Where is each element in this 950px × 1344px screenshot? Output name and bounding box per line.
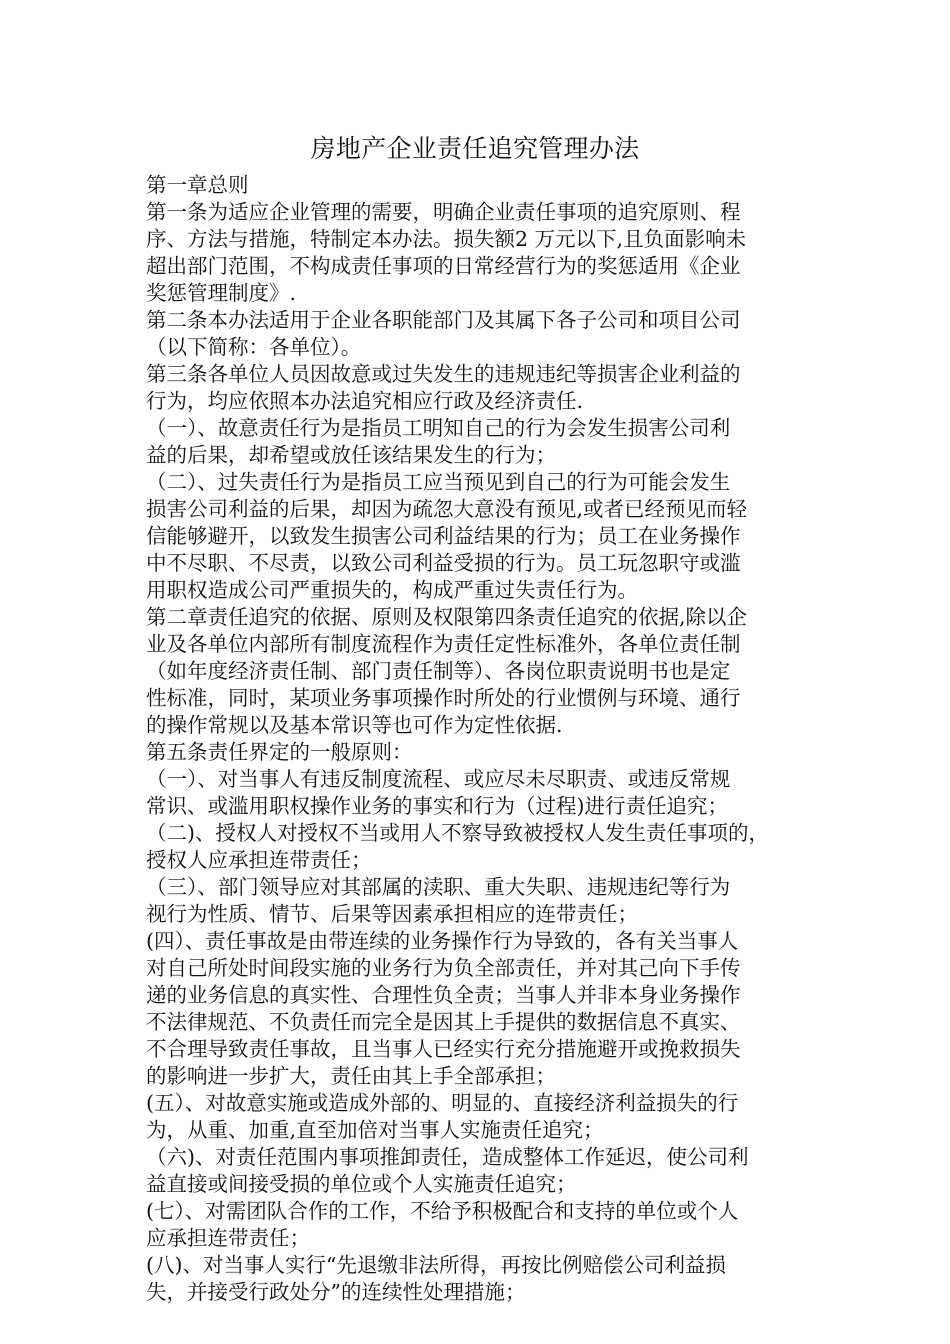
- document-text-line: 超出部门范围，不构成责任事项的日常经营行为的奖惩适用《企业: [146, 254, 741, 278]
- document-text-line: 信能够避开，以致发生损害公司利益结果的行为；员工在业务操作: [146, 524, 741, 548]
- document-text-line: (七）、对需团队合作的工作，不给予积极配合和支持的单位或个人: [146, 1199, 739, 1223]
- document-text-line: （六)、对责任范围内事项推卸责任，造成整体工作延迟，使公司利: [146, 1145, 749, 1169]
- document-text-line: （如年度经济责任制、部门责任制等）、各岗位职责说明书也是定: [146, 659, 731, 683]
- document-text-line: 应承担连带责任；: [146, 1226, 310, 1250]
- document-text-line: 不法律规范、不负责任而完全是因其上手提供的数据信息不真实、: [146, 1010, 741, 1034]
- document-text-line: 授权人应承担连带责任；: [146, 848, 372, 872]
- document-text-line: 第一条为适应企业管理的需要，明确企业责任事项的追究原则、程: [146, 200, 741, 224]
- document-text-line: 奖惩管理制度》.: [146, 281, 297, 305]
- document-body: [146, 172, 826, 1306]
- document-text-line: （一）、故意责任行为是指员工明知自己的行为会发生损害公司利: [146, 416, 731, 440]
- document-text-line: 常识、或滥用职权操作业务的事实和行为（过程)进行责任追究；: [146, 794, 728, 818]
- document-text-line: 益直接或间接受损的单位或个人实施责任追究；: [146, 1172, 577, 1196]
- document-text-line: （二)、授权人对授权不当或用人不察导致被授权人发生责任事项的，: [146, 821, 769, 845]
- document-text-line: (八)、对当事人实行“先退缴非法所得，再按比例赔偿公司利益损: [146, 1253, 726, 1277]
- document-text-line: 的操作常规以及基本常识等也可作为定性依据.: [146, 713, 563, 737]
- document-text-line: 损害公司利益的后果，却因为疏忽大意没有预见,或者已经预见而轻: [146, 497, 748, 521]
- document-text-line: 的影响进一步扩大，责任由其上手全部承担；: [146, 1064, 556, 1088]
- document-text-line: (五）、对故意实施或造成外部的、明显的、直接经济利益损失的行: [146, 1091, 739, 1115]
- document-text-line: 失，并接受行政处分”的连续性处理措施；: [146, 1280, 526, 1304]
- document-text-line: 用职权造成公司严重损失的，构成严重过失责任行为。: [146, 578, 638, 602]
- document-text-line: 第三条各单位人员因故意或过失发生的违规违纪等损害企业利益的: [146, 362, 741, 386]
- document-text-line: 递的业务信息的真实性、合理性负全责；当事人并非本身业务操作: [146, 983, 741, 1007]
- document-title: 房地产企业责任追究管理办法: [310, 134, 640, 163]
- document-text-line: 行为，均应依照本办法追究相应行政及经济责任.: [146, 389, 584, 413]
- document-text-line: （以下简称：各单位）。: [146, 335, 362, 359]
- document-text-line: 为，从重、加重,直至加倍对当事人实施责任追究；: [146, 1118, 604, 1142]
- document-text-line: (四）、责任事故是由带连续的业务操作行为导致的，各有关当事人: [146, 929, 739, 953]
- document-text-line: 益的后果，却希望或放任该结果发生的行为；: [146, 443, 556, 467]
- document-text-line: 对自己所处时间段实施的业务行为负全部责任，并对其己向下手传: [146, 956, 741, 980]
- document-text-line: 不合理导致责任事故，且当事人已经实行充分措施避开或挽救损失: [146, 1037, 741, 1061]
- document-text-line: 性标准，同时，某项业务事项操作时所处的行业惯例与环境、通行: [146, 686, 741, 710]
- document-text-line: 第五条责任界定的一般原则：: [146, 740, 413, 764]
- document-text-line: 序、方法与措施，特制定本办法。损失额2 万元以下,且负面影响未: [146, 227, 747, 251]
- document-text-line: 业及各单位内部所有制度流程作为责任定性标准外，各单位责任制: [146, 632, 741, 656]
- document-text-line: （三）、部门领导应对其部属的渎职、重大失职、违规违纪等行为: [146, 875, 731, 899]
- document-text-line: （一）、对当事人有违反制度流程、或应尽未尽职责、或违反常规: [146, 767, 731, 791]
- document-text-line: 第二章责任追究的依据、原则及权限第四条责任追究的依据,除以企: [146, 605, 748, 629]
- document-text-line: 第二条本办法适用于企业各职能部门及其属下各子公司和项目公司: [146, 308, 741, 332]
- document-text-line: 中不尽职、不尽责，以致公司利益受损的行为。员工玩忽职守或滥: [146, 551, 741, 575]
- document-text-line: （二）、过失责任行为是指员工应当预见到自己的行为可能会发生: [146, 470, 731, 494]
- document-text-line: 第一章总则: [146, 173, 249, 197]
- document-text-line: 视行为性质、情节、后果等因素承担相应的连带责任；: [146, 902, 638, 926]
